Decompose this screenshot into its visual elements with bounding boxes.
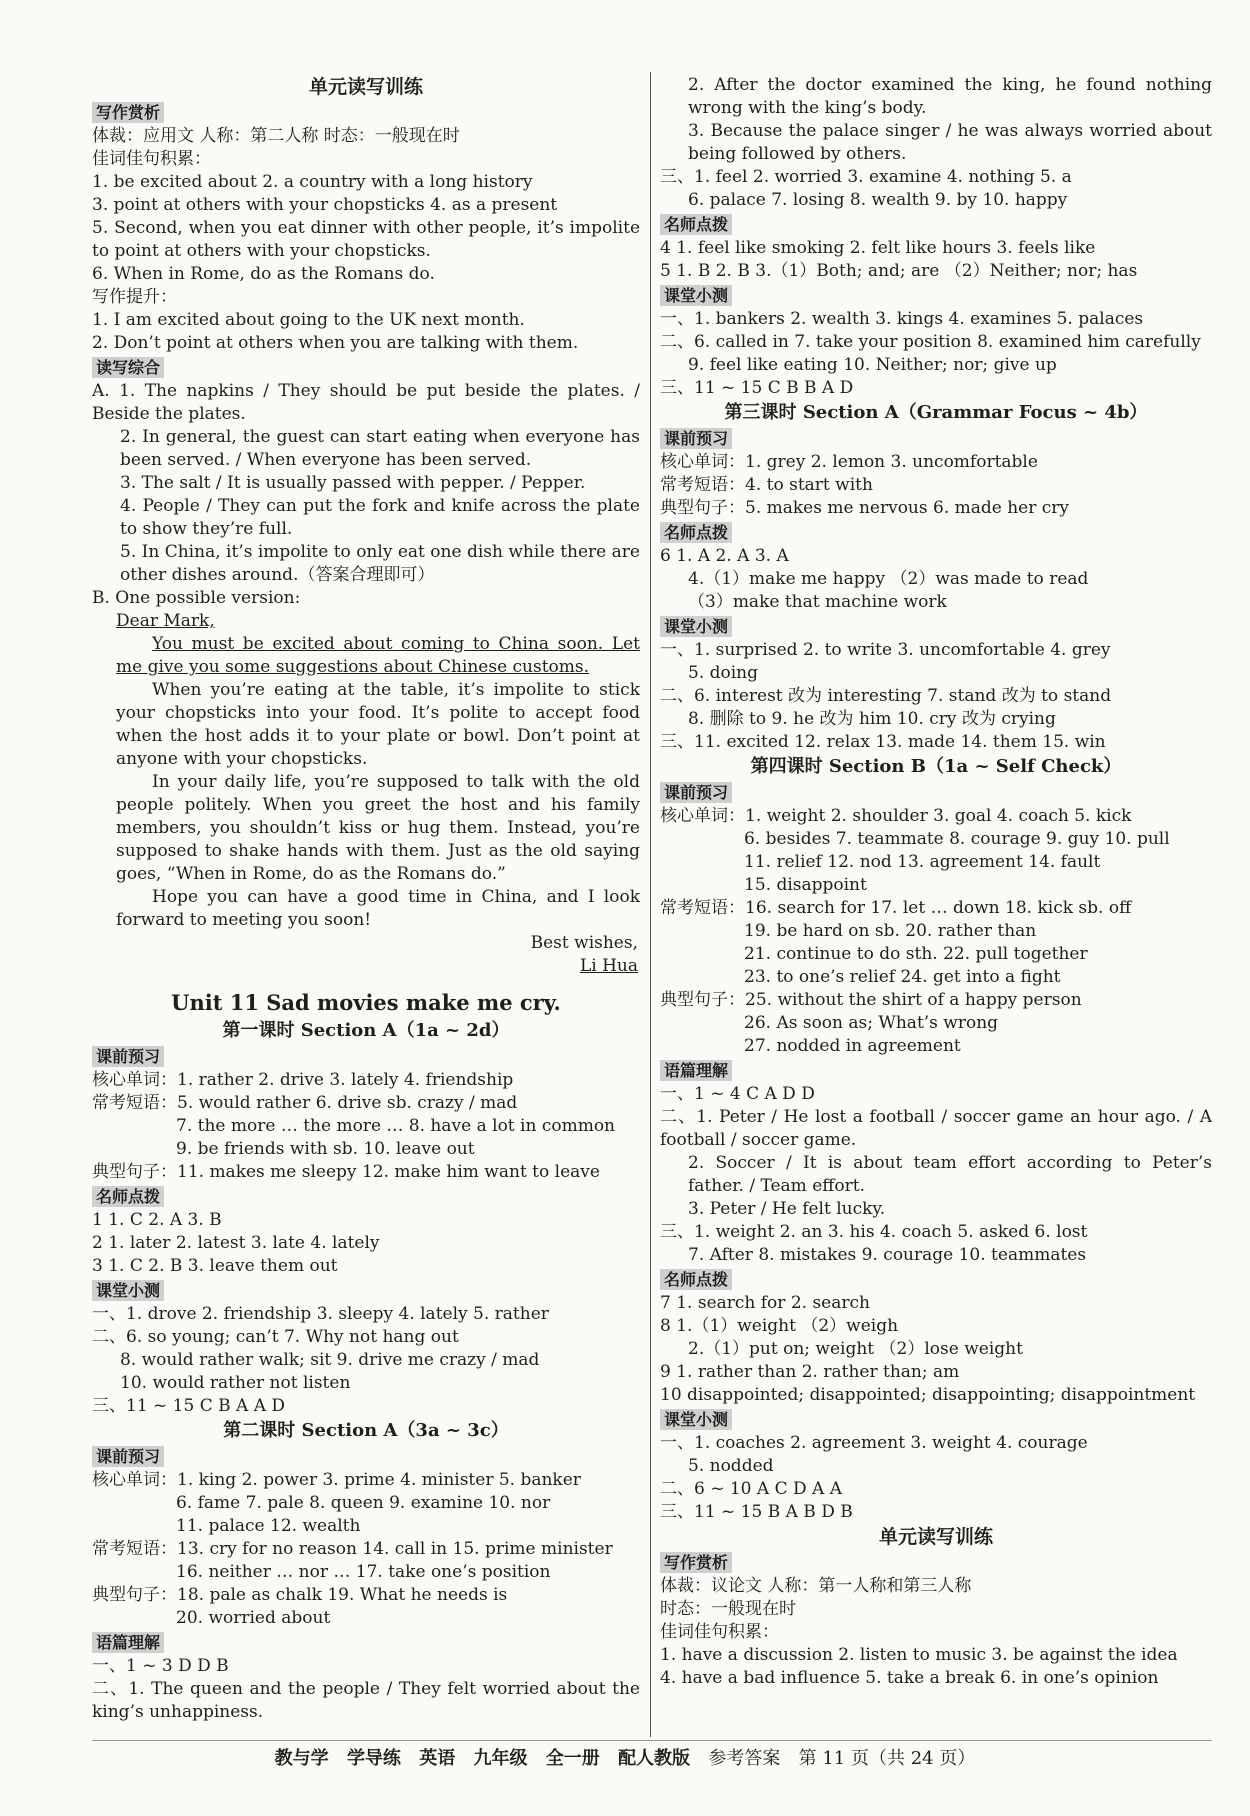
answer-line: 3. Because the palace singer / he was always worried about being followed by others. — [688, 121, 1212, 164]
answer-line: 27. nodded in agreement — [744, 1036, 961, 1056]
answer-line: 2. After the doctor examined the king, he found nothing wrong with the king’s body. — [688, 75, 1212, 118]
answer-line: 6 1. A 2. A 3. A — [660, 546, 789, 566]
heading-ktxc: 课堂小测 — [660, 285, 732, 306]
sentence-line: 6. When in Rome, do as the Romans do. — [92, 264, 435, 284]
section-title: 单元读写训练 — [878, 1526, 993, 1548]
answer-line: 7. the more … the more … 8. have a lot in common — [176, 1116, 616, 1136]
left-column — [92, 74, 640, 1724]
answer-line: 9. be friends with sb. 10. leave out — [176, 1139, 475, 1159]
answer-line: 二、1. Peter / He lost a football / soccer game an hour ago. / A football / soccer game. — [660, 1107, 1212, 1150]
footer-label: 参考答案 — [708, 1748, 781, 1769]
answer-line: 3. Peter / He felt lucky. — [688, 1199, 886, 1219]
heading-msdb: 名师点拨 — [92, 1186, 164, 1207]
heading-ypl: 语篇理解 — [92, 1632, 164, 1653]
answer-line: 8 1.（1）weight （2）weigh — [660, 1316, 899, 1336]
answer-line: 三、11 ~ 15 C B B A D — [660, 378, 854, 398]
heading-duxie: 读写综合 — [92, 357, 164, 378]
heading-ktxc: 课堂小测 — [660, 1409, 732, 1430]
answer-line: 9. feel like eating 10. Neither; nor; give up — [688, 355, 1057, 375]
phrase-line: 4. have a bad influence 5. take a break 6. in one’s opinion — [660, 1668, 1159, 1688]
answer-line: 11. palace 12. wealth — [176, 1516, 361, 1536]
answer-line: 26. As soon as; What’s wrong — [744, 1013, 999, 1033]
answer-line: 一、1. drove 2. friendship 3. sleepy 4. lately 5. rather — [92, 1304, 549, 1324]
answer-line: 3 1. C 2. B 3. leave them out — [92, 1256, 338, 1276]
footer-series: 学导练 — [346, 1748, 401, 1769]
answer-line: 二、6. called in 7. take your position 8. examined him carefully — [660, 332, 1201, 352]
answer-line: 典型句子：5. makes me nervous 6. made her cry — [660, 498, 1070, 518]
answer-line: 5. nodded — [688, 1456, 774, 1476]
answer-line: 11. relief 12. nod 13. agreement 14. fault — [744, 852, 1101, 872]
letter-signature: Li Hua — [579, 956, 638, 976]
answer-line: 核心单词：1. weight 2. shoulder 3. goal 4. coach 5. kick — [660, 806, 1132, 826]
phrase-line: 1. be excited about 2. a country with a long history — [92, 172, 533, 192]
heading-msdb: 名师点拨 — [660, 214, 732, 235]
heading-ypl: 语篇理解 — [660, 1060, 732, 1081]
lesson-title: 第二课时 Section A（3a ~ 3c） — [223, 1420, 509, 1441]
answer-line: 8. 删除 to 9. he 改为 him 10. cry 改为 crying — [688, 709, 1056, 729]
genre-line: 体裁：议论文 人称：第一人称和第三人称 — [660, 1576, 972, 1596]
heading-msdb: 名师点拨 — [660, 522, 732, 543]
sentence-line: 1. I am excited about going to the UK next month. — [92, 310, 525, 330]
heading-jiaci: 佳词佳句积累： — [660, 1622, 779, 1642]
answer-line: 7 1. search for 2. search — [660, 1293, 870, 1313]
lesson-title: 第四课时 Section B（1a ~ Self Check） — [750, 756, 1122, 777]
answer-line: 5. doing — [688, 663, 759, 683]
phrase-line: 3. point at others with your chopsticks 4. as a present — [92, 195, 558, 215]
answer-line: （3）make that machine work — [688, 592, 947, 612]
answer-line: 10. would rather not listen — [120, 1373, 351, 1393]
answer-line: 一、1. bankers 2. wealth 3. kings 4. examines 5. palaces — [660, 309, 1144, 329]
answer-line: 三、11 ~ 15 B A B D B — [660, 1502, 853, 1522]
genre-line: 体裁：应用文 人称：第二人称 时态：一般现在时 — [92, 126, 460, 146]
sentence-line: 2. Don’t point at others when you are talking with them. — [92, 333, 579, 353]
letter-greeting: Dear Mark, — [116, 611, 215, 631]
answer-line: 典型句子：25. without the shirt of a happy person — [660, 990, 1082, 1010]
footer-grade: 九年级 — [473, 1748, 528, 1769]
heading-msdb: 名师点拨 — [660, 1269, 732, 1290]
footer-page-number: 第 11 页（共 24 页） — [798, 1748, 976, 1769]
answer-line: 19. be hard on sb. 20. rather than — [744, 921, 1037, 941]
answer-line: 二、1. The queen and the people / They felt worried about the king’s unhappiness. — [92, 1679, 640, 1722]
answer-line: 6. besides 7. teammate 8. courage 9. guy 10. pull — [744, 829, 1170, 849]
footer-rule — [92, 1740, 1212, 1741]
answer-line: 常考短语：4. to start with — [660, 475, 873, 495]
answer-line: A. 1. The napkins / They should be put beside the plates. / Beside the plates. — [92, 381, 640, 424]
answer-line: 16. neither … nor … 17. take one’s position — [176, 1562, 551, 1582]
heading-ktxc: 课堂小测 — [92, 1280, 164, 1301]
answer-line: 常考短语：16. search for 17. let … down 18. kick sb. off — [660, 898, 1132, 918]
right-column — [660, 74, 1212, 1690]
answer-line: 1 1. C 2. A 3. B — [92, 1210, 222, 1230]
answer-line: 20. worried about — [176, 1608, 331, 1628]
column-divider — [650, 72, 651, 1737]
answer-line: 21. continue to do sth. 22. pull together — [744, 944, 1088, 964]
answer-line: 6. palace 7. losing 8. wealth 9. by 10. happy — [688, 190, 1068, 210]
lesson-title: 第一课时 Section A（1a ~ 2d） — [222, 1020, 510, 1041]
unit-title: Unit 11 Sad movies make me cry. — [171, 990, 561, 1015]
answer-line: 5. In China, it’s impolite to only eat one dish while there are other dishes around.（答案合理即可） — [120, 542, 640, 585]
answer-line: 三、11. excited 12. relax 13. made 14. them 15. win — [660, 732, 1106, 752]
answer-line: 三、1. weight 2. an 3. his 4. coach 5. asked 6. lost — [660, 1222, 1088, 1242]
answer-line: 2.（1）put on; weight （2）lose weight — [688, 1339, 1023, 1359]
answer-line: 常考短语：13. cry for no reason 14. call in 15. prime minister — [92, 1539, 613, 1559]
answer-line: 10 disappointed; disappointed; disappointing; disappointment — [660, 1385, 1196, 1405]
heading-ktxc: 课堂小测 — [660, 616, 732, 637]
answer-line: 2. In general, the guest can start eating when everyone has been served. / When everyone has been served. — [120, 427, 640, 470]
answer-line: 二、6. so young; can’t 7. Why not hang out — [92, 1327, 459, 1347]
answer-line: 9 1. rather than 2. rather than; am — [660, 1362, 960, 1382]
answer-line: 4. People / They can put the fork and knife across the plate to show they’re full. — [120, 496, 640, 539]
letter-paragraph: In your daily life, you’re supposed to talk with the old people politely. When you greet the host and his family members, you shouldn’t kiss or hug them. Instead, you’re supposed to shake hands with them. Just as the old saying goes, “When in Rome, do as the Romans do.” — [116, 772, 640, 884]
letter-paragraph: When you’re eating at the table, it’s impolite to stick your chopsticks into your food. It’s polite to accept food when the host adds it to your plate or bowl. Don’t point at anyone with your chopsticks. — [116, 680, 640, 769]
sentence-line: 5. Second, when you eat dinner with other people, it’s impolite to point at others with your chopsticks. — [92, 218, 640, 261]
answer-line: 核心单词：1. rather 2. drive 3. lately 4. friendship — [92, 1070, 514, 1090]
section-title: 单元读写训练 — [308, 76, 423, 98]
footer-edition: 配人教版 — [618, 1748, 691, 1769]
heading-xiezuo: 写作赏析 — [660, 1552, 732, 1573]
heading-jiaci: 佳词佳句积累： — [92, 149, 211, 169]
answer-line: 2. Soccer / It is about team effort according to Peter’s father. / Team effort. — [688, 1153, 1212, 1196]
heading-kqyx: 课前预习 — [92, 1046, 164, 1067]
answer-line: 4.（1）make me happy （2）was made to read — [688, 569, 1089, 589]
answer-line: 5 1. B 2. B 3.（1）Both; and; are （2）Neither; nor; has — [660, 261, 1138, 281]
answer-line: 一、1 ~ 4 C A D D — [660, 1084, 815, 1104]
answer-line: 典型句子：11. makes me sleepy 12. make him want to leave — [92, 1162, 600, 1182]
phrase-line: 1. have a discussion 2. listen to music 3. be against the idea — [660, 1645, 1178, 1665]
answer-line: 三、11 ~ 15 C B A A D — [92, 1396, 286, 1416]
answer-line: 23. to one’s relief 24. get into a fight — [744, 967, 1061, 987]
answer-line: 二、6 ~ 10 A C D A A — [660, 1479, 842, 1499]
letter-closing: Best wishes, — [530, 933, 638, 953]
answer-line: 2 1. later 2. latest 3. late 4. lately — [92, 1233, 380, 1253]
answer-line: 三、1. feel 2. worried 3. examine 4. nothing 5. a — [660, 167, 1072, 187]
answer-line: 7. After 8. mistakes 9. courage 10. teammates — [688, 1245, 1087, 1265]
answer-line: 一、1. surprised 2. to write 3. uncomfortable 4. grey — [660, 640, 1111, 660]
footer-book: 教与学 — [274, 1748, 329, 1769]
answer-line: 6. fame 7. pale 8. queen 9. examine 10. nor — [176, 1493, 551, 1513]
footer-subject: 英语 — [419, 1748, 456, 1769]
answer-line: 一、1 ~ 3 D D B — [92, 1656, 229, 1676]
heading-kqyx: 课前预习 — [92, 1446, 164, 1467]
answer-line: B. One possible version: — [92, 588, 301, 608]
letter-paragraph: You must be excited about coming to China soon. Let me give you some suggestions about Chinese customs. — [116, 634, 640, 677]
page-footer — [0, 1746, 1250, 1772]
heading-kqyx: 课前预习 — [660, 782, 732, 803]
answer-line: 核心单词：1. grey 2. lemon 3. uncomfortable — [660, 452, 1038, 472]
tense-line: 时态：一般现在时 — [660, 1599, 796, 1619]
lesson-title: 第三课时 Section A（Grammar Focus ~ 4b） — [724, 402, 1148, 423]
answer-line: 核心单词：1. king 2. power 3. prime 4. minister 5. banker — [92, 1470, 581, 1490]
letter-paragraph: Hope you can have a good time in China, and I look forward to meeting you soon! — [116, 887, 640, 930]
answer-line: 典型句子：18. pale as chalk 19. What he needs is — [92, 1585, 508, 1605]
answer-line: 4 1. feel like smoking 2. felt like hours 3. feels like — [660, 238, 1096, 258]
answer-line: 常考短语：5. would rather 6. drive sb. crazy / mad — [92, 1093, 518, 1113]
answer-line: 一、1. coaches 2. agreement 3. weight 4. courage — [660, 1433, 1088, 1453]
answer-line: 二、6. interest 改为 interesting 7. stand 改为 to stand — [660, 686, 1112, 706]
answer-line: 15. disappoint — [744, 875, 867, 895]
footer-volume: 全一册 — [545, 1748, 600, 1769]
heading-xiezuo: 写作赏析 — [92, 102, 164, 123]
heading-kqyx: 课前预习 — [660, 428, 732, 449]
heading-tisheng: 写作提升： — [92, 287, 177, 307]
answer-line: 3. The salt / It is usually passed with pepper. / Pepper. — [120, 473, 586, 493]
answer-line: 8. would rather walk; sit 9. drive me crazy / mad — [120, 1350, 540, 1370]
